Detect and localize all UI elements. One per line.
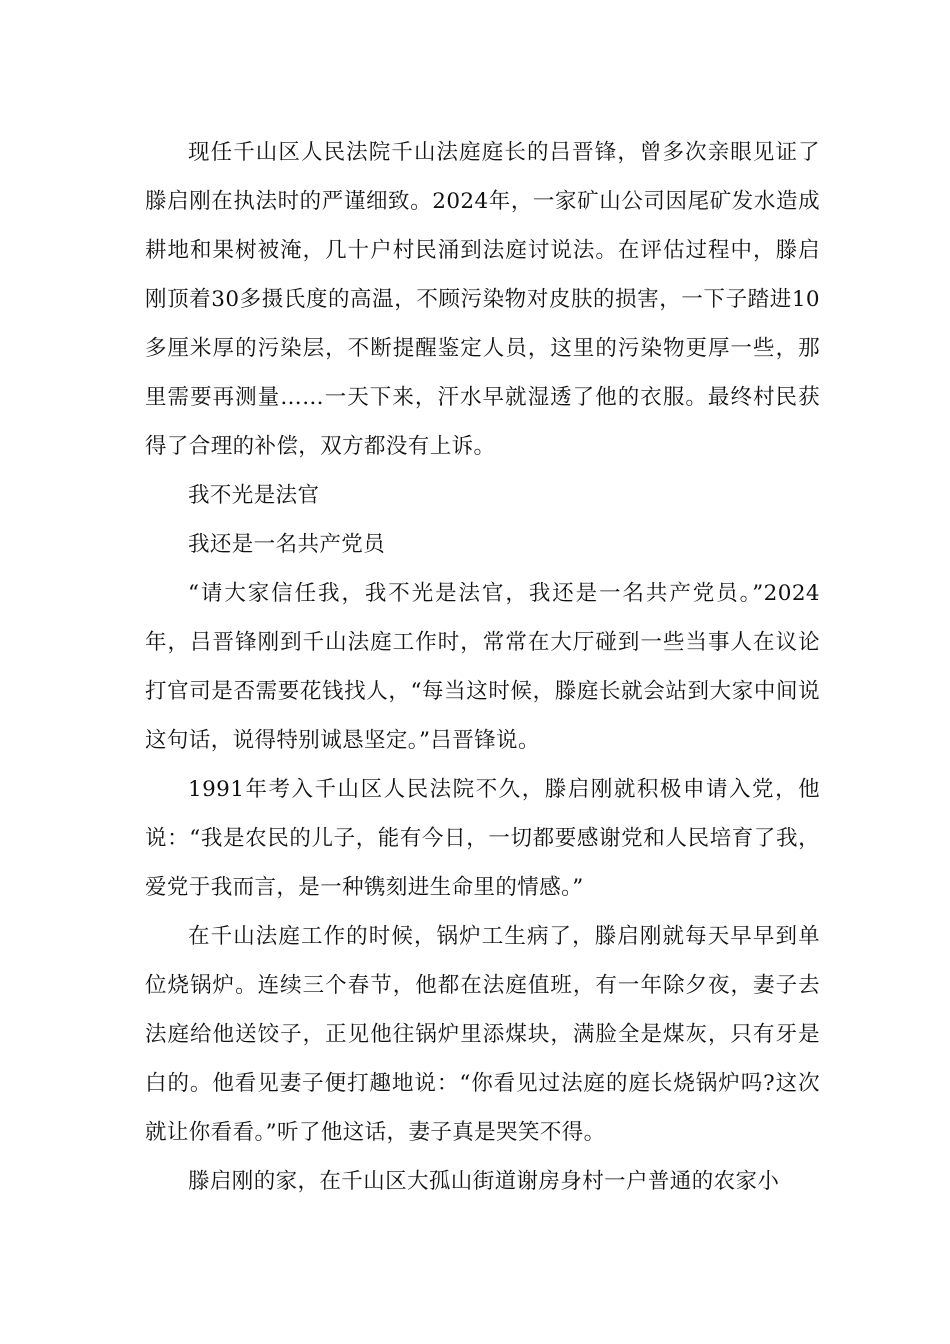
paragraph-inspection: 现任千山区人民法院千山法庭庭长的吕晋锋，曾多次亲眼见证了滕启刚在执法时的严谨细致。2024年，一家矿山公司因尾矿发水造成耕地和果树被淹，几十户村民涌到法庭讨说法。在评估过程中，滕启刚顶着30多摄氏度的高温，不顾污染物对皮肤的损害，一下子踏进10多厘米厚的污染层，不断提醒鉴定人员，这里的污染物更厚一些，那里需要再测量……一天下来，汗水早就湿透了他的衣服。最终村民获得了合理的补偿，双方都没有上诉。 bbox=[145, 140, 820, 459]
paragraph-boiler: 在千山法庭工作的时候，锅炉工生病了，滕启刚就每天早早到单位烧锅炉。连续三个春节，他都在法庭值班，有一年除夕夜，妻子去法庭给他送饺子，正见他往锅炉里添煤块，满脸全是煤灰，只有牙是白的。他看见妻子便打趣地说：“你看见过法庭的庭长烧锅炉吗?这次就让你看看。”听了他这话，妻子真是哭笑不得。 bbox=[145, 924, 820, 1145]
paragraph-home: 滕启刚的家，在千山区大孤山街道谢房身村一户普通的农家小 bbox=[188, 1169, 780, 1194]
document-body bbox=[145, 128, 820, 1206]
section-heading-line-2: 我还是一名共产党员 bbox=[188, 532, 386, 557]
paragraph-trust: “请大家信任我，我不光是法官，我还是一名共产党员。”2024年，吕晋锋刚到千山法庭工作时，常常在大厅碰到一些当事人在议论打官司是否需要花钱找人，“每当这时候，滕庭长就会站到大家中间说这句话，说得特别诚恳坚定。”吕晋锋说。 bbox=[145, 581, 820, 753]
section-heading-line-1: 我不光是法官 bbox=[188, 483, 320, 508]
paragraph-party: 1991年考入千山区人民法院不久，滕启刚就积极申请入党，他说：“我是农民的儿子，能有今日，一切都要感谢党和人民培育了我，爱党于我而言，是一种镌刻进生命里的情感。” bbox=[145, 777, 820, 900]
